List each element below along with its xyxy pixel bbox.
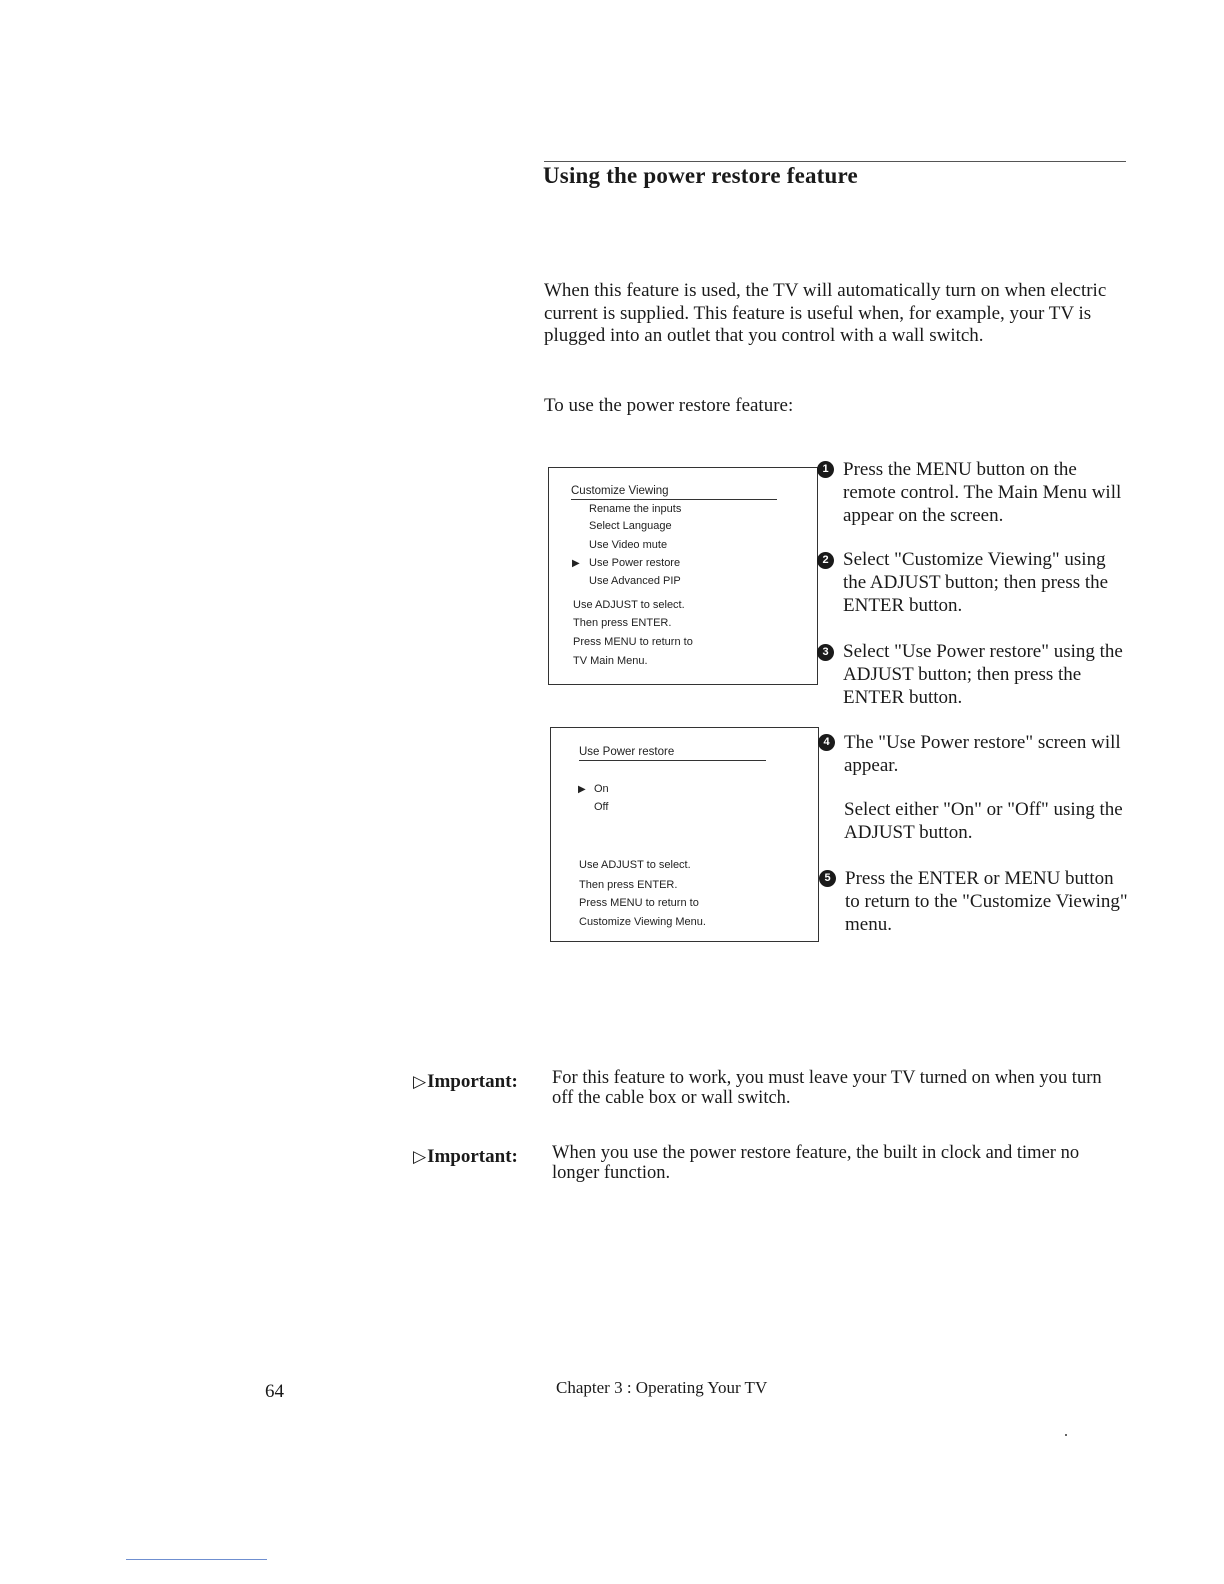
step-number-icon: 2	[817, 552, 834, 569]
step-number-icon: 1	[817, 461, 834, 478]
menu-item-video-mute: Use Video mute	[589, 539, 668, 551]
important-note-1: For this feature to work, you must leave your TV turned on when you turn off the cable box or wall switch.	[552, 1068, 1102, 1108]
menu-title: Use Power restore	[579, 745, 766, 761]
step-5-text: Press the ENTER or MENU button to return to the "Customize Viewing" menu.	[845, 868, 1128, 935]
triangle-pointer-icon: ▷	[413, 1147, 427, 1166]
menu-help-line: Customize Viewing Menu.	[579, 916, 706, 928]
step-4-text: The "Use Power restore" screen will appear.	[844, 732, 1121, 776]
menu-item-advanced-pip: Use Advanced PIP	[589, 575, 681, 587]
menu-help-line: Then press ENTER.	[579, 879, 678, 891]
menu-option-off: Off	[594, 801, 609, 813]
menu-help-line: Press MENU to return to	[573, 636, 693, 648]
menu-help-line: Use ADJUST to select.	[579, 859, 691, 871]
power-restore-screen	[550, 727, 819, 942]
customize-viewing-screen	[548, 467, 818, 685]
menu-title: Customize Viewing	[571, 484, 777, 500]
selection-arrow-icon: ▶	[572, 558, 580, 569]
step-4-extra-text: Select either "On" or "Off" using the ADJUST button.	[844, 799, 1123, 843]
selection-arrow-icon: ▶	[578, 784, 586, 795]
step-2-text: Select "Customize Viewing" using the ADJUST button; then press the ENTER button.	[843, 549, 1109, 616]
scan-mark	[1065, 1434, 1067, 1436]
menu-help-line: Press MENU to return to	[579, 897, 699, 909]
menu-item-select-language: Select Language	[589, 520, 672, 532]
intro-paragraph: When this feature is used, the TV will automatically turn on when electric current is supplied. This feature is useful when, for example, your TV is plugged into an outlet that you control with a wall switch.	[544, 280, 1107, 346]
menu-item-power-restore: Use Power restore	[589, 557, 681, 569]
important-label: ▷Important:	[413, 1146, 518, 1167]
menu-help-line: TV Main Menu.	[573, 655, 648, 667]
step-1-text: Press the MENU button on the remote control. The Main Menu will appear on the screen.	[843, 459, 1122, 526]
menu-help-line: Use ADJUST to select.	[573, 599, 685, 611]
footer-rule	[126, 1559, 267, 1560]
menu-help-line: Then press ENTER.	[573, 617, 672, 629]
important-label: ▷Important:	[413, 1071, 518, 1092]
step-number-icon: 3	[817, 644, 834, 661]
menu-option-on: On	[594, 783, 609, 795]
step-3-text: Select "Use Power restore" using the ADJUST button; then press the ENTER button.	[843, 641, 1123, 708]
step-number-icon: 5	[819, 870, 836, 887]
chapter-footer: Chapter 3 : Operating Your TV	[556, 1378, 768, 1397]
page-title: Using the power restore feature	[543, 163, 858, 188]
title-rule	[544, 161, 1126, 162]
page-number: 64	[265, 1381, 284, 1402]
step-number-icon: 4	[818, 734, 835, 751]
menu-item-rename-inputs: Rename the inputs	[589, 503, 682, 515]
lead-paragraph: To use the power restore feature:	[544, 395, 794, 416]
important-note-2: When you use the power restore feature, the built in clock and timer no longer function.	[552, 1143, 1080, 1183]
triangle-pointer-icon: ▷	[413, 1072, 427, 1091]
